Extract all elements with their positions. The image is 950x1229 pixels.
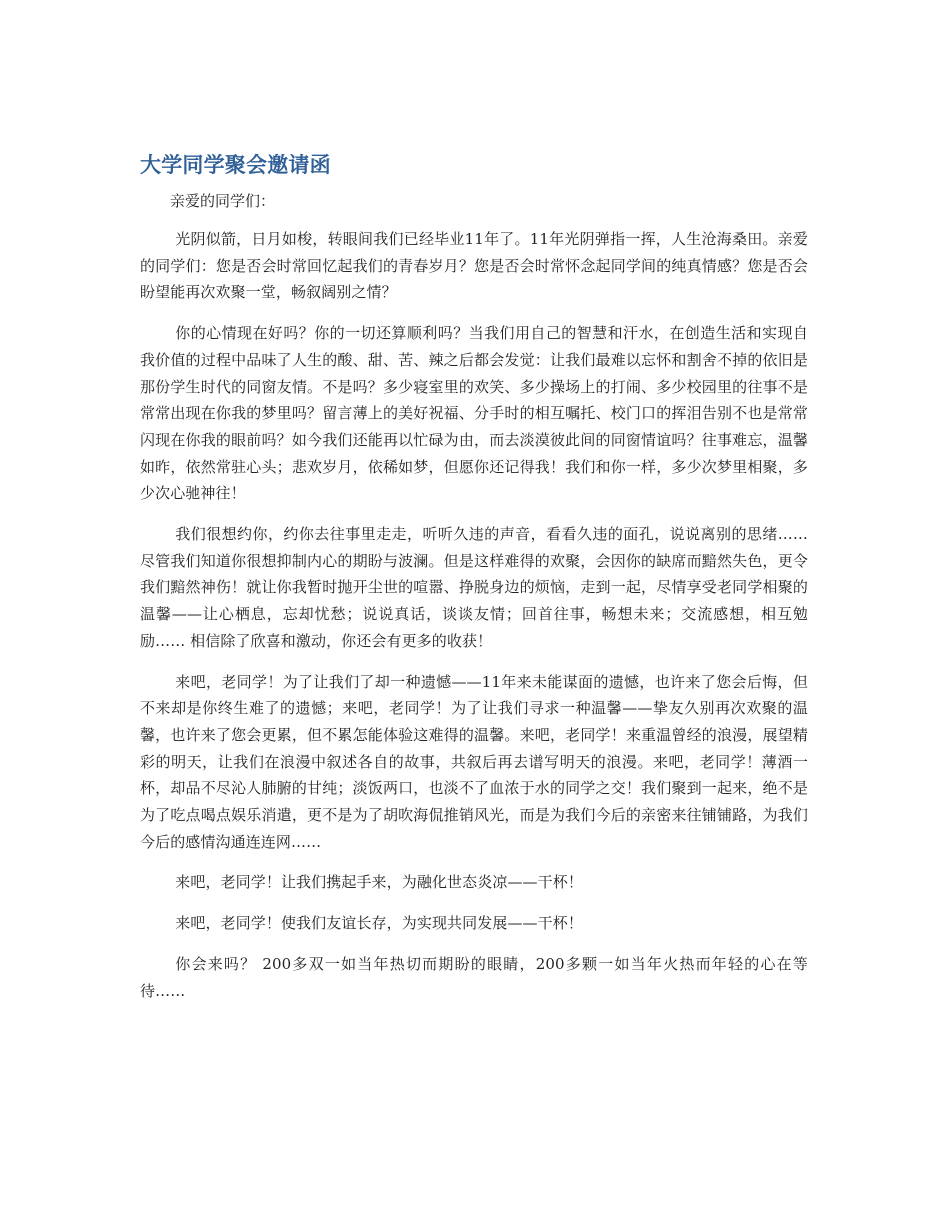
paragraph-6: 来吧，老同学！使我们友谊长存，为实现共同发展——干杯！ [175, 914, 583, 933]
paragraph-4: 来吧，老同学！为了让我们了却一种遗憾——11年来未能谋面的遗憾，也许来了您会后悔，但不来却是你终生难了的遗憾；来吧，老同学！为了让我们寻求一种温馨——挚友久别再次欢聚的温馨，也许来了您会更累，但不累怎能体验这难得的温馨。来吧，老同学！来重温曾经的浪漫，展望精彩的明天，让我们在浪漫中叙述各自的故事，共叙后再去谱写明天的浪漫。来吧，老同学！薄酒一杯，却品不尽沁人肺腑的甘纯；淡饭两口，也淡不了血浓于水的同学之交！我们聚到一起来，绝不是为了吃点喝点娱乐消遣，更不是为了胡吹海侃推销风光，而是为我们今后的亲密来往铺铺路，为我们今后的感情沟通连连网…… [140, 672, 808, 851]
paragraph-2: 你的心情现在好吗？你的一切还算顺利吗？当我们用自己的智慧和汗水，在创造生活和实现自我价值的过程中品味了人生的酸、甜、苦、辣之后都会发觉：让我们最难以忘怀和割舍不掉的依旧是那份学生时代的同窗友情。不是吗？多少寝室里的欢笑、多少操场上的打闹、多少校园里的往事不是常常出现在你我的梦里吗？留言薄上的美好祝福、分手时的相互嘱托、校门口的挥泪告别不也是常常闪现在你我的眼前吗？如今我们还能再以忙碌为由，而去淡漠彼此间的同窗情谊吗？往事难忘，温馨如昨，依然常驻心头；悲欢岁月，依稀如梦，但愿你还记得我！我们和你一样，多少次梦里相聚，多少次心驰神往！ [140, 324, 808, 503]
paragraph-7: 你会来吗？ 200多双一如当年热切而期盼的眼睛，200多颗一如当年火热而年轻的心在等待…… [140, 954, 808, 1000]
document-title: 大学同学聚会邀请函 [140, 153, 331, 177]
paragraph-5: 来吧，老同学！让我们携起手来，为融化世态炎凉——干杯！ [175, 873, 583, 892]
greeting: 亲爱的同学们： [170, 192, 276, 210]
paragraph-3: 我们很想约你，约你去往事里走走，听听久违的声音，看看久违的面孔，说说离别的思绪…… 尽管我们知道你很想抑制内心的期盼与波澜。但是这样难得的欢聚，会因你的缺席而黯然失色，更令我们黯然神伤！就让你我暂时抛开尘世的喧嚣、挣脱身边的烦恼，走到一起，尽情享受老同学相聚的温馨——让心栖息，忘却忧愁；说说真话，谈谈友情；回首往事，畅想未来；交流感想，相互勉励…… 相信除了欣喜和激动，你还会有更多的收获！ [140, 525, 808, 650]
paragraph-1: 光阴似箭，日月如梭，转眼间我们已经毕业11年了。11年光阴弹指一挥，人生沧海桑田。亲爱的同学们：您是否会时常回忆起我们的青春岁月？您是否会时常怀念起同学间的纯真情感？您是否会盼望能再次欢聚一堂，畅叙阔别之情？ [140, 230, 808, 302]
invitation-document [140, 150, 808, 1018]
